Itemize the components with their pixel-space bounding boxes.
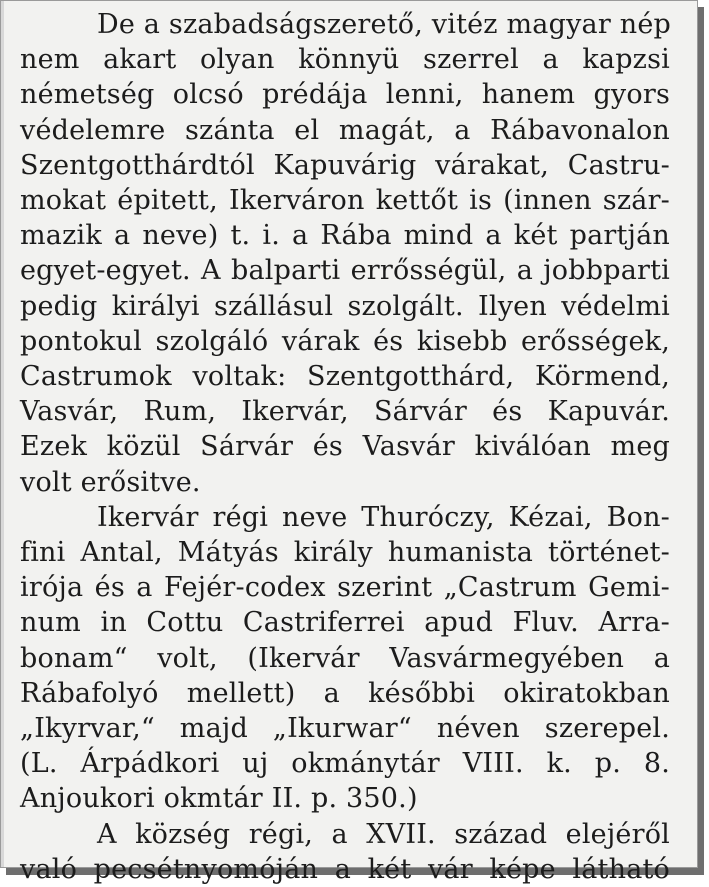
text-line: Ikervár régi neve Thuróczy, Kézai, Bon- xyxy=(97,501,670,533)
text-line: pontokul szolgáló várak és kisebb erősségek, xyxy=(20,325,670,357)
paragraph-1 xyxy=(20,7,670,500)
paragraph-3 xyxy=(20,817,670,887)
text-line: egyet-egyet. A balparti errősségül, a jobbparti xyxy=(20,255,670,287)
paragraph-2 xyxy=(20,500,670,817)
text-line: bonam“ volt, (Ikervár Vasvármegyében a xyxy=(20,642,670,674)
text-line: nem akart olyan könnyü szerrel a kapzsi xyxy=(20,44,670,76)
text-line: Ezek közül Sárvár és Vasvár kiválóan meg xyxy=(20,431,670,463)
text-line: Anjoukori okmtár II. p. 350.) xyxy=(20,783,418,815)
text-line: num in Cottu Castriferrei apud Fluv. Arra- xyxy=(20,607,670,639)
text-line: védelemre szánta el magát, a Rábavonalon xyxy=(20,114,670,146)
text-line: irója és a Fejér-codex szerint „Castrum Gemi- xyxy=(20,572,670,604)
text-line: Castrumok voltak: Szentgotthárd, Körmend, xyxy=(20,361,670,393)
text-line: (L. Árpádkori uj okmánytár VIII. k. p. 8. xyxy=(20,748,670,780)
text-line: németség olcsó prédája lenni, hanem gyors xyxy=(20,79,670,111)
page-edge xyxy=(1,1,4,867)
text-line: Szentgotthárdtól Kapuvárig várakat, Castru- xyxy=(20,149,670,181)
text-line: „Ikyrvar,“ majd „Ikurwar“ néven szerepel. xyxy=(20,713,670,745)
article-text xyxy=(20,7,670,887)
text-line: Vasvár, Rum, Ikervár, Sárvár és Kapuvár. xyxy=(20,396,670,428)
text-line: mokat épitett, Ikerváron kettőt is (innen szár- xyxy=(20,185,670,217)
text-line: A község régi, a XVII. század elejéről xyxy=(97,818,670,850)
text-line: való pecsétnyomóján a két vár képe látható xyxy=(20,853,670,885)
text-line: pedig királyi szállásul szolgált. Ilyen védelmi xyxy=(20,290,670,322)
text-line: De a szabadságszerető, vitéz magyar nép xyxy=(97,9,671,40)
text-line: mazik a neve) t. i. a Rába mind a két partján xyxy=(20,220,670,252)
text-line: Rábafolyó mellett) a későbbi okiratokban xyxy=(20,677,670,709)
text-line: fini Antal, Mátyás király humanista történet- xyxy=(20,537,670,569)
text-line: volt erősitve. xyxy=(20,466,201,498)
